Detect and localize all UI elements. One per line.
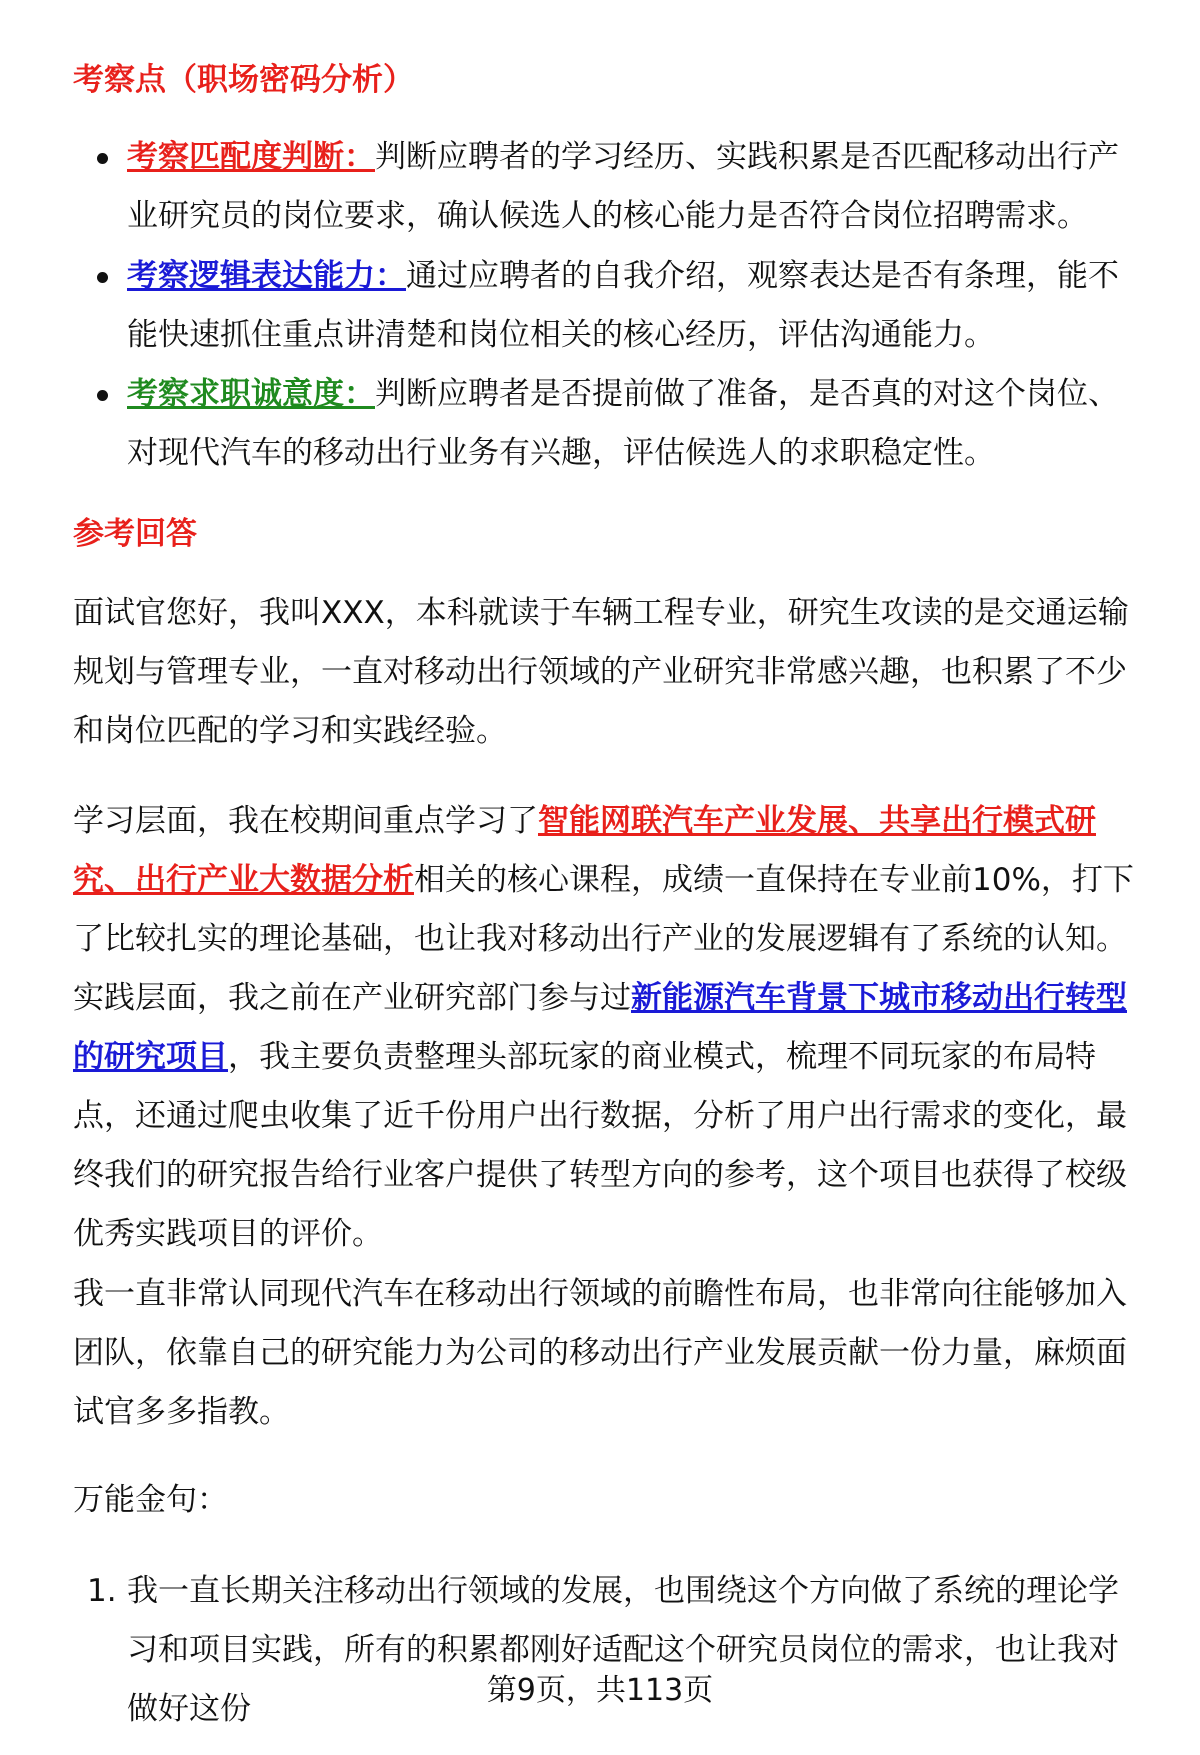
- golden-item: [87, 1562, 1139, 1739]
- point-label: 考察求职诚意度：: [127, 376, 375, 412]
- golden-text: 我一直长期关注移动出行领域的发展，也围绕这个方向做了系统的理论学习和项目实践，所有的积累都刚好适配这个研究员岗位的需求，也让我对做好这份: [127, 1573, 1119, 1727]
- answer-paragraph-intro: 面试官您好，我叫XXX，本科就读于车辆工程专业，研究生攻读的是交通运输规划与管理专业，一直对移动出行领域的产业研究非常感兴趣，也积累了不少和岗位匹配的学习和实践经验。: [73, 595, 1129, 749]
- paragraph-text: ，我主要负责整理头部玩家的商业模式，梳理不同玩家的布局特点，还通过爬虫收集了近千份用户出行数据，分析了用户出行需求的变化，最终我们的研究报告给行业客户提供了转型方向的参考，这个项目也获得了校级优秀实践项目的评价。: [73, 1039, 1127, 1252]
- section-title-answer: 参考回答: [73, 516, 197, 552]
- point-text: 通过应聘者的自我介绍，观察表达是否有条理，能不能快速抓住重点讲清楚和岗位相关的核心经历，评估沟通能力。: [127, 258, 1119, 353]
- paragraph-text: 相关的核心课程，成绩一直保持在专业前10%，打下了比较扎实的理论基础，也让我对移动出行产业的发展逻辑有了系统的认知。: [73, 862, 1134, 957]
- bullet-icon: [97, 272, 108, 283]
- paragraph-text: 学习层面，我在校期间重点学习了: [73, 803, 538, 839]
- bullet-icon: [97, 390, 108, 401]
- bullet-icon: [97, 153, 108, 164]
- answer-paragraph-closing: 我一直非常认同现代汽车在移动出行领域的前瞻性布局，也非常向往能够加入团队，依靠自己的研究能力为公司的移动出行产业发展贡献一份力量，麻烦面试官多多指教。: [73, 1276, 1127, 1430]
- point-item: [127, 247, 1139, 365]
- answer-paragraph-study: [73, 792, 1139, 969]
- page-footer: 第9页，共113页: [486, 1673, 714, 1708]
- answer-paragraph-practice: [73, 969, 1139, 1264]
- paragraph-text: 实践层面，我之前在产业研究部门参与过: [73, 980, 631, 1016]
- point-item: [127, 128, 1139, 246]
- point-text: 判断应聘者的学习经历、实践积累是否匹配移动出行产业研究员的岗位要求，确认候选人的核心能力是否符合岗位招聘需求。: [127, 139, 1119, 234]
- highlight-courses: 智能网联汽车产业发展、共享出行模式研究、出行产业大数据分析: [73, 803, 1096, 898]
- point-label: 考察匹配度判断：: [127, 139, 375, 175]
- section-title-assessment: 考察点（职场密码分析）: [73, 62, 414, 98]
- point-item: [127, 365, 1139, 483]
- highlight-project: 新能源汽车背景下城市移动出行转型的研究项目: [73, 980, 1127, 1075]
- point-text: 判断应聘者是否提前做了准备，是否真的对这个岗位、对现代汽车的移动出行业务有兴趣，评估候选人的求职稳定性。: [127, 376, 1119, 471]
- golden-title: 万能金句：: [73, 1482, 228, 1518]
- list-number: 1.: [87, 1573, 117, 1609]
- point-label: 考察逻辑表达能力：: [127, 258, 406, 294]
